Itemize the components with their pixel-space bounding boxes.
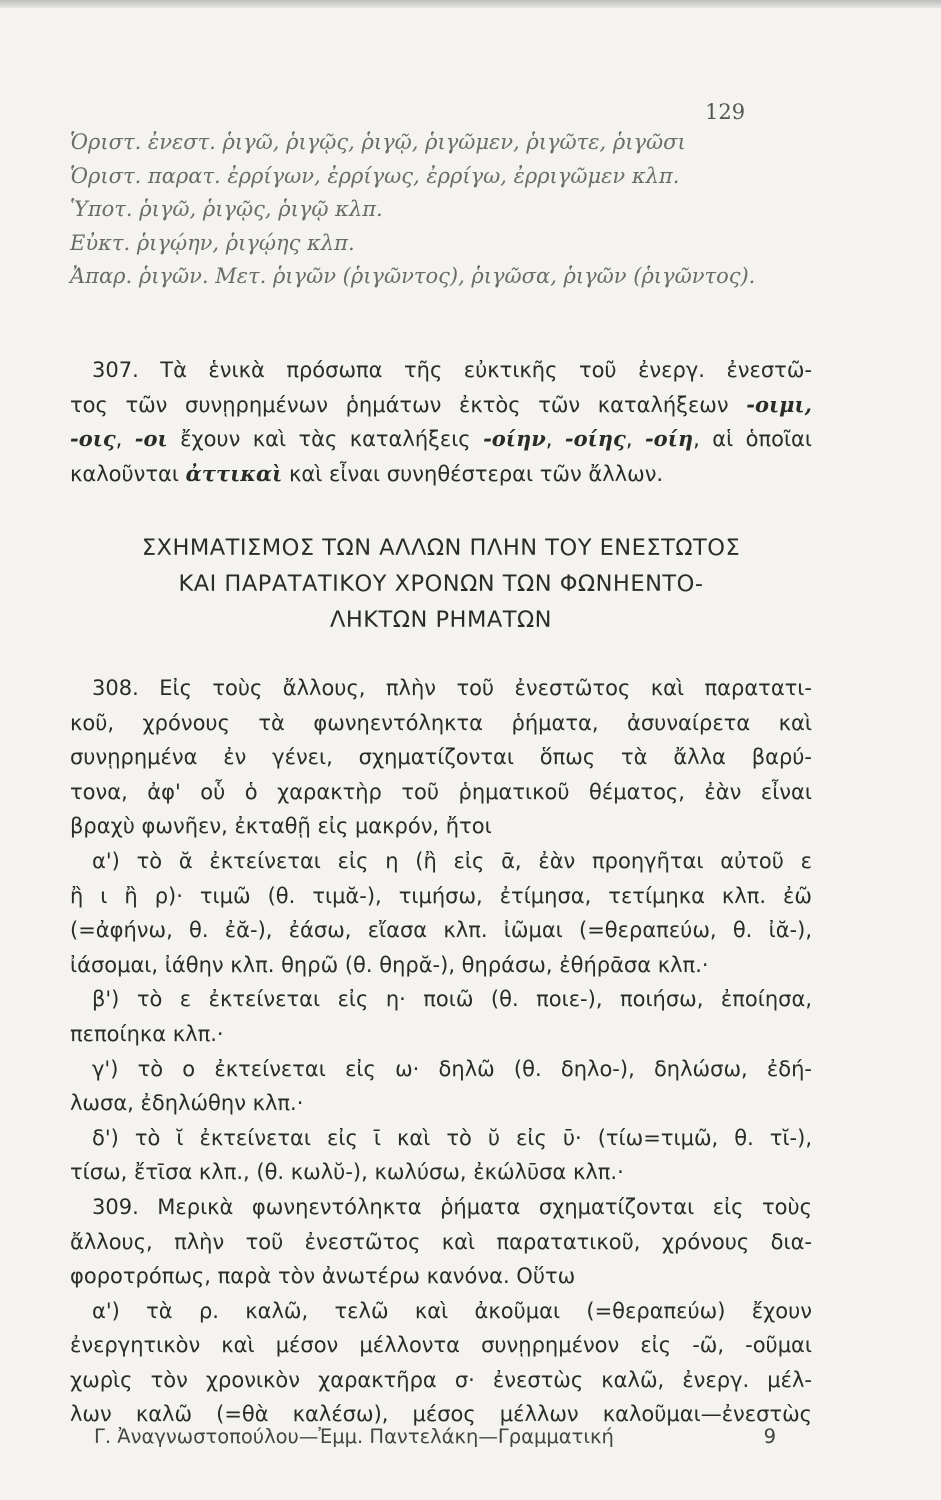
text-span: τος τῶν συνῃρημένων ῥημάτων ἐκτὸς τῶν καταλήξεων xyxy=(70,392,729,417)
conjugation-block xyxy=(70,126,812,294)
section-308 xyxy=(70,671,812,1432)
text-line: 309. Μερικὰ φωνηεντόληκτα ῥήματα σχηματίζονται εἰς τοὺς xyxy=(92,1194,812,1219)
page-number: 129 xyxy=(705,100,746,124)
footer-text: Γ. Ἀναγνωστοπούλου—Ἐμμ. Παντελάκη—Γραμματική xyxy=(94,1425,614,1448)
ending-span: -οι xyxy=(134,426,168,452)
section-307 xyxy=(70,353,812,491)
text-line: α') τὰ ρ. καλῶ, τελῶ καὶ ἀκοῦμαι (=θεραπεύω) ἔχουν xyxy=(92,1298,812,1323)
text-line: ἢ ι ἢ ρ)· τιμῶ (θ. τιμᾰ-), τιμήσω, ἐτίμησα, τετίμηκα κλπ. ἐῶ xyxy=(70,883,812,908)
conjugation-line: Εὐκτ. ῥιγῴην, ῥιγῴης κλπ. xyxy=(70,230,355,255)
conjugation-line: Ἀπαρ. ῥιγῶν. Μετ. ῥιγῶν (ῥιγῶντος), ῥιγῶσα, ῥιγῶν (ῥιγῶντος). xyxy=(70,264,756,288)
ending-span: -οίη xyxy=(644,426,694,452)
heading-line: ΛΗΚΤΩΝ ΡΗΜΑΤΩΝ xyxy=(329,607,553,633)
page-footer xyxy=(70,1425,812,1448)
text-line: ἰάσομαι, ἰάθην κλπ. θηρῶ (θ. θηρᾰ-), θηράσω, ἐθήρᾱσα κλπ.· xyxy=(70,952,709,977)
text-span: καλοῦνται xyxy=(70,461,179,486)
text-line: λωσα, ἐδηλώθην κλπ.· xyxy=(70,1091,304,1116)
ending-span: -οίην xyxy=(483,426,546,452)
text-span: ἔχουν καὶ τὰς καταλήξεις xyxy=(180,427,471,452)
text-line: συνῃρημένα ἐν γένει, σχηματίζονται ὅπως τὰ ἄλλα βαρύ- xyxy=(70,745,812,770)
ending-span: -οιμι, xyxy=(746,391,812,417)
text-line: (=ἀφήνω, θ. ἐᾰ-), ἐάσω, εἴασα κλπ. ἰῶμαι (=θεραπεύω, θ. ἰᾰ-), xyxy=(70,918,812,943)
text-line: ἐνεργητικὸν καὶ μέσον μέλλοντα συνῃρημένον εἰς -ῶ, -οῦμαι xyxy=(70,1333,812,1358)
conjugation-line: Ὁριστ. ἐνεστ. ῥιγῶ, ῥιγῷς, ῥιγῷ, ῥιγῶμεν, ῥιγῶτε, ῥιγῶσι xyxy=(70,130,686,154)
term-span: ἀττικαὶ xyxy=(185,460,283,486)
text-line: γ') τὸ ο ἐκτείνεται εἰς ω· δηλῶ (θ. δηλο-), δηλώσω, ἐδή- xyxy=(92,1056,812,1081)
text-line: τονα, ἀφ' οὗ ὁ χαρακτὴρ τοῦ ῥηματικοῦ θέματος, ἐὰν εἶναι xyxy=(70,779,812,804)
section-heading xyxy=(70,530,812,638)
conjugation-line: Ὑποτ. ῥιγῶ, ῥιγῷς, ῥιγῷ κλπ. xyxy=(70,197,383,221)
text-line: λων καλῶ (=θὰ καλέσω), μέσος μέλλων καλοῦμαι—ἐνεστὼς xyxy=(70,1402,812,1427)
heading-line: ΣΧΗΜΑΤΙΣΜΟΣ ΤΩΝ ΑΛΛΩΝ ΠΛΗΝ ΤΟΥ ΕΝΕΣΤΩΤΟΣ xyxy=(141,535,741,561)
text-line: ἄλλους, πλὴν τοῦ ἐνεστῶτος καὶ παρατατικοῦ, χρόνους δια- xyxy=(70,1229,812,1254)
text-span: καὶ εἶναι συνηθέστεραι τῶν ἄλλων. xyxy=(289,461,664,486)
text-span: αἱ ὁποῖαι xyxy=(712,427,812,452)
text-line: κοῦ, χρόνους τὰ φωνηεντόληκτα ῥήματα, ἀσυναίρετα καὶ xyxy=(70,710,812,735)
signature-mark: 9 xyxy=(763,1425,776,1448)
text-line: 308. Εἰς τοὺς ἄλλους, πλὴν τοῦ ἐνεστῶτος καὶ παρατατι- xyxy=(92,676,812,700)
text-line: 307. Τὰ ἑνικὰ πρόσωπα τῆς εὐκτικῆς τοῦ ἐνεργ. ἐνεστῶ- xyxy=(92,358,812,382)
text-line: -οις, -οι ἔχουν καὶ τὰς καταλήξεις -οίην, -οίης, -οίη, αἱ ὁποῖαι xyxy=(70,426,812,452)
text-line: πεποίηκα κλπ.· xyxy=(70,1021,224,1046)
text-line xyxy=(70,388,812,423)
text-line: χωρὶς τὸν χρονικὸν χαρακτῆρα σ· ἐνεστὼς καλῶ, ἐνεργ. μέλ- xyxy=(70,1367,812,1392)
conjugation-line: Ὁριστ. παρατ. ἐρρίγων, ἐρρίγως, ἐρρίγω, ἐρριγῶμεν κλπ. xyxy=(70,163,680,188)
ending-span: -οις xyxy=(70,426,116,452)
text-line: α') τὸ ᾰ ἐκτείνεται εἰς η (ἢ εἰς ᾱ, ἐὰν προηγῆται αὐτοῦ ε xyxy=(92,848,812,873)
page-top-edge xyxy=(0,0,941,8)
text-line: βραχὺ φωνῆεν, ἐκταθῇ εἰς μακρόν, ἤτοι xyxy=(70,814,492,839)
text-line: φοροτρόπως, παρὰ τὸν ἀνωτέρω κανόνα. Οὕτω xyxy=(70,1264,576,1289)
text-line: δ') τὸ ῐ ἐκτείνεται εἰς ῑ καὶ τὸ ῠ εἰς ῡ· (τίω=τιμῶ, θ. τῐ-), xyxy=(92,1125,812,1150)
text-line: β') τὸ ε ἐκτείνεται εἰς η· ποιῶ (θ. ποιε-), ποιήσω, ἐποίησα, xyxy=(92,987,812,1012)
text-line xyxy=(70,457,812,492)
heading-line: ΚΑΙ ΠΑΡΑΤΑΤΙΚΟΥ ΧΡΟΝΩΝ ΤΩΝ ΦΩΝΗΕΝΤΟ- xyxy=(178,571,704,597)
ending-span: -οίης xyxy=(564,426,626,452)
text-line: τίσω, ἔτῑσα κλπ., (θ. κωλῠ-), κωλύσω, ἐκώλῡσα κλπ.· xyxy=(70,1160,624,1185)
